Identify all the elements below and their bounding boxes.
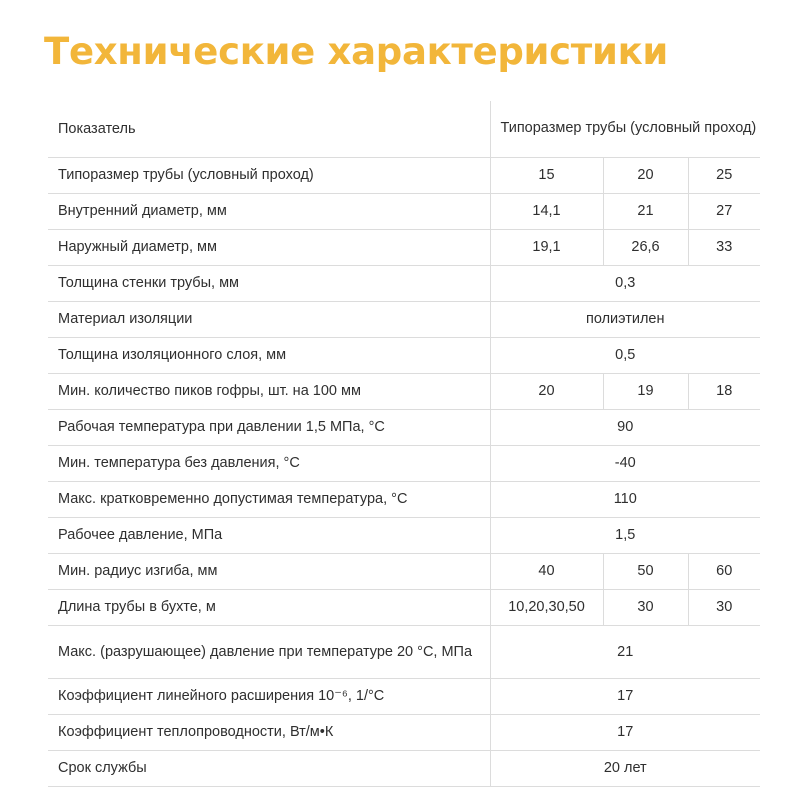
row-value: 21 xyxy=(603,193,688,229)
row-label: Толщина стенки трубы, мм xyxy=(48,265,490,301)
row-value: 1,5 xyxy=(490,517,760,553)
row-label: Мин. температура без давления, °С xyxy=(48,445,490,481)
table-header-row xyxy=(48,101,760,157)
table-row xyxy=(48,373,760,409)
row-value: 33 xyxy=(688,229,760,265)
row-label: Коэффициент теплопроводности, Вт/м•К xyxy=(48,714,490,750)
table-row xyxy=(48,301,760,337)
table-row xyxy=(48,553,760,589)
row-label: Мин. количество пиков гофры, шт. на 100 мм xyxy=(48,373,490,409)
row-label: Срок службы xyxy=(48,750,490,786)
row-label: Рабочая температура при давлении 1,5 МПа, °С xyxy=(48,409,490,445)
row-value: 0,5 xyxy=(490,337,760,373)
row-value: 0,3 xyxy=(490,265,760,301)
row-value: 50 xyxy=(603,553,688,589)
row-value: 60 xyxy=(688,553,760,589)
row-value: 17 xyxy=(490,714,760,750)
header-parameter: Показатель xyxy=(48,101,490,157)
row-value: 17 xyxy=(490,678,760,714)
row-value: 15 xyxy=(490,157,603,193)
row-label: Макс. (разрушающее) давление при температуре 20 °С, МПа xyxy=(48,625,490,678)
table-row xyxy=(48,193,760,229)
table-row xyxy=(48,481,760,517)
row-label: Рабочее давление, МПа xyxy=(48,517,490,553)
row-value: 18 xyxy=(688,373,760,409)
row-value: 20 лет xyxy=(490,750,760,786)
row-label: Толщина изоляционного слоя, мм xyxy=(48,337,490,373)
row-label: Длина трубы в бухте, м xyxy=(48,589,490,625)
row-label: Внутренний диаметр, мм xyxy=(48,193,490,229)
table-row xyxy=(48,265,760,301)
row-value: -40 xyxy=(490,445,760,481)
row-value: 110 xyxy=(490,481,760,517)
row-value: 27 xyxy=(688,193,760,229)
row-value: 90 xyxy=(490,409,760,445)
table-row xyxy=(48,445,760,481)
table-row xyxy=(48,714,760,750)
row-value: 19,1 xyxy=(490,229,603,265)
table-row xyxy=(48,337,760,373)
table-row xyxy=(48,229,760,265)
row-label: Материал изоляции xyxy=(48,301,490,337)
table-row xyxy=(48,750,760,786)
row-value: 20 xyxy=(603,157,688,193)
table-row xyxy=(48,409,760,445)
row-value: 10,20,30,50 xyxy=(490,589,603,625)
row-label: Мин. радиус изгиба, мм xyxy=(48,553,490,589)
row-value: 20 xyxy=(490,373,603,409)
table-row xyxy=(48,517,760,553)
row-label: Наружный диаметр, мм xyxy=(48,229,490,265)
header-size: Типоразмер трубы (условный проход) xyxy=(490,101,760,157)
table-row xyxy=(48,589,760,625)
row-value: 19 xyxy=(603,373,688,409)
specs-table xyxy=(48,101,760,787)
row-value: 14,1 xyxy=(490,193,603,229)
row-label: Коэффициент линейного расширения 10⁻⁶, 1/°С xyxy=(48,678,490,714)
row-value: 30 xyxy=(603,589,688,625)
table-row xyxy=(48,625,760,678)
table-row xyxy=(48,678,760,714)
row-value: 26,6 xyxy=(603,229,688,265)
row-label: Макс. кратковременно допустимая температура, °С xyxy=(48,481,490,517)
row-value: 25 xyxy=(688,157,760,193)
page-title: Технические характеристики xyxy=(44,30,669,73)
row-value: полиэтилен xyxy=(490,301,760,337)
table-row xyxy=(48,157,760,193)
row-label: Типоразмер трубы (условный проход) xyxy=(48,157,490,193)
row-value: 30 xyxy=(688,589,760,625)
row-value: 21 xyxy=(490,625,760,678)
row-value: 40 xyxy=(490,553,603,589)
